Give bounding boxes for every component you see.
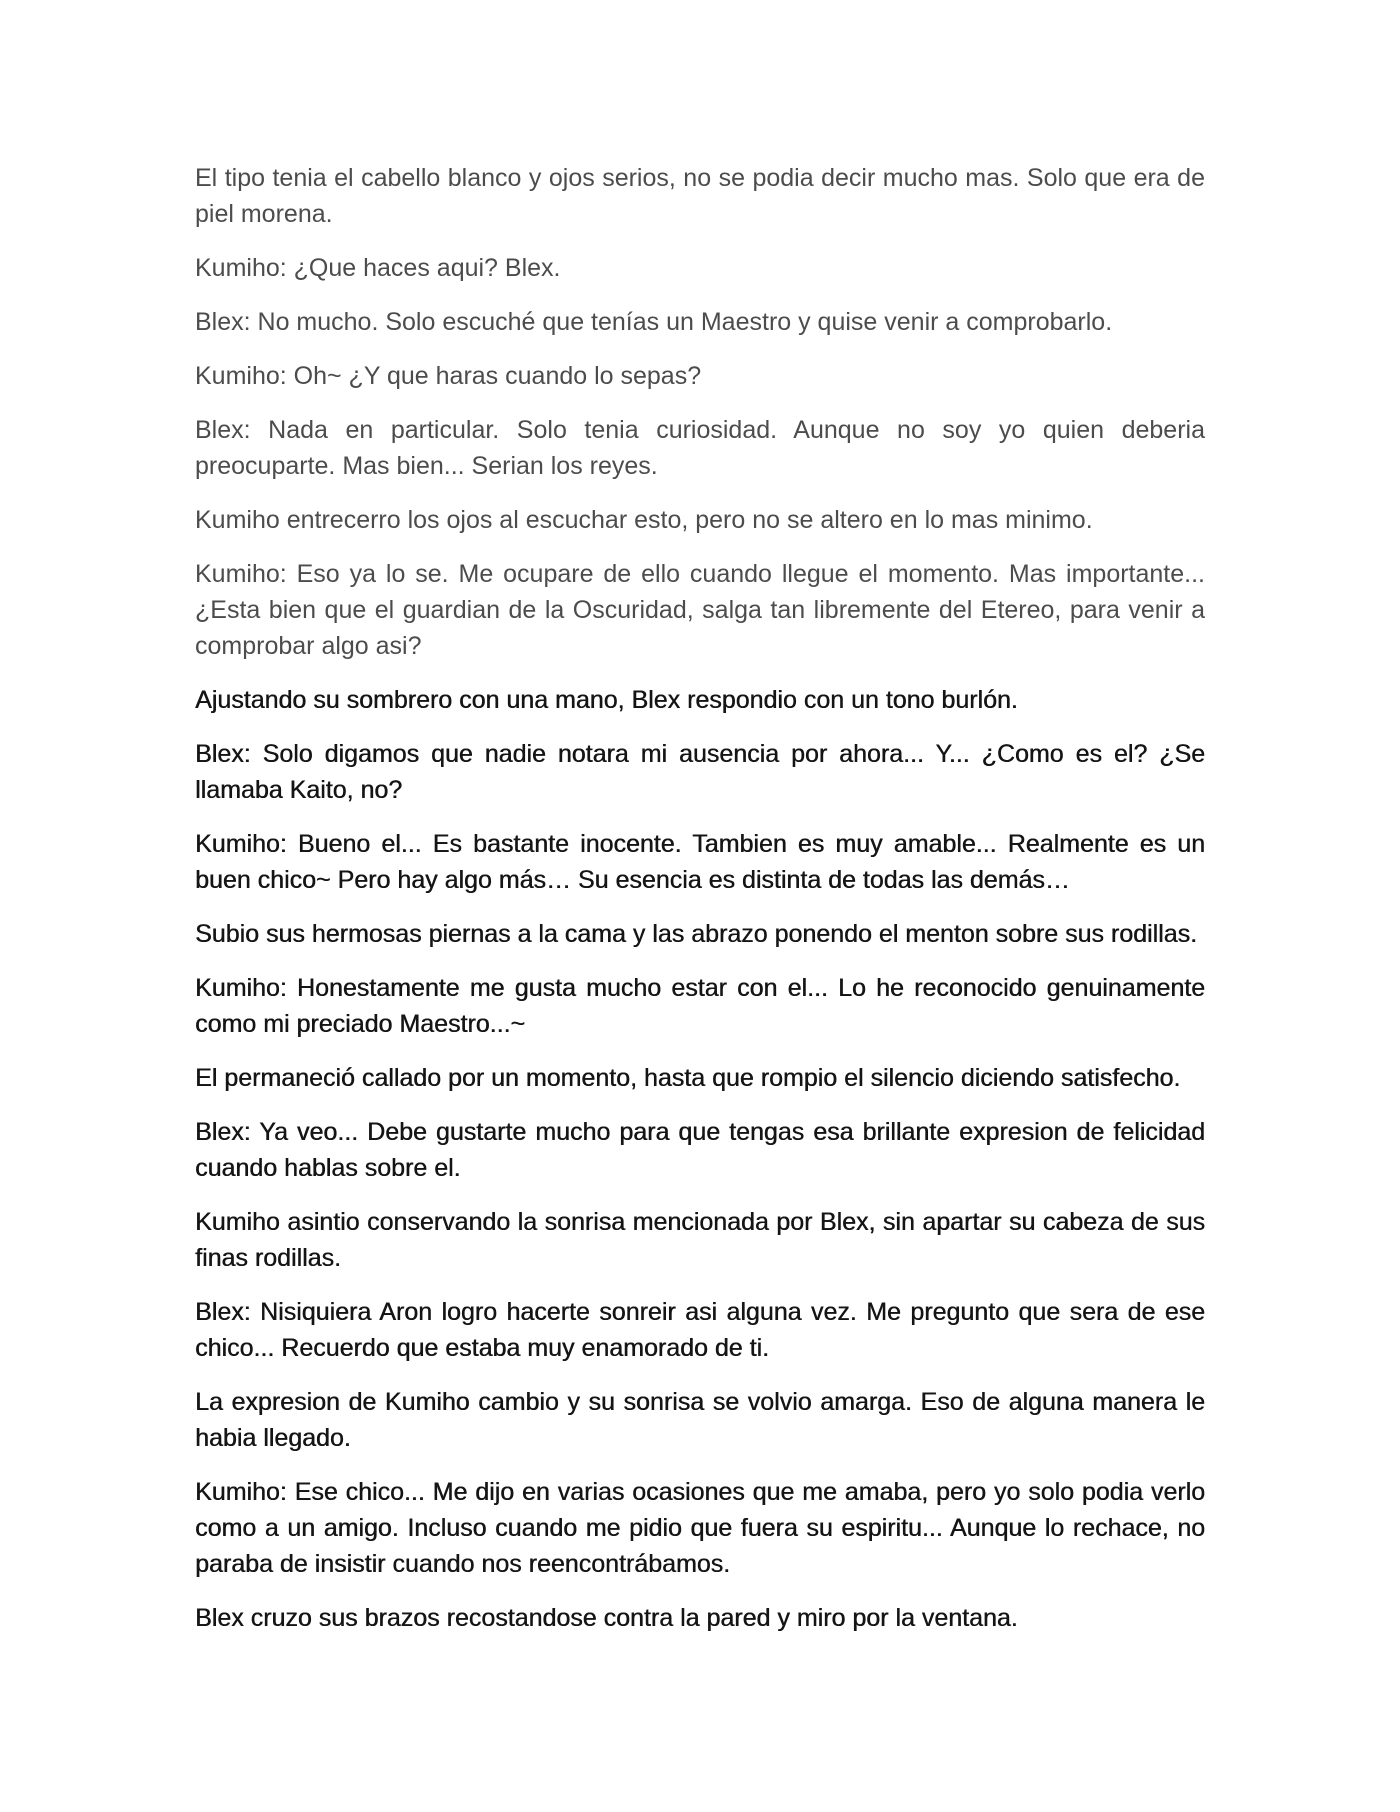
paragraph-dialogue: Blex: Nada en particular. Solo tenia curiosidad. Aunque no soy yo quien deberia preocuparte. Mas bien... Serian los reyes.: [195, 416, 1205, 480]
paragraph-narration: Ajustando su sombrero con una mano, Blex respondio con un tono burlón.: [195, 686, 1018, 714]
paragraph-narration: Kumiho asintio conservando la sonrisa mencionada por Blex, sin apartar su cabeza de sus finas rodillas.: [195, 1208, 1205, 1272]
paragraph-dialogue: Blex: Solo digamos que nadie notara mi ausencia por ahora... Y... ¿Como es el? ¿Se llamaba Kaito, no?: [195, 740, 1205, 804]
paragraph-dialogue: Blex: Ya veo... Debe gustarte mucho para que tengas esa brillante expresion de felicidad cuando hablas sobre el.: [195, 1118, 1205, 1182]
paragraph-narration: El tipo tenia el cabello blanco y ojos serios, no se podia decir mucho mas. Solo que era de piel morena.: [195, 164, 1205, 228]
paragraph-dialogue: Kumiho: Eso ya lo se. Me ocupare de ello cuando llegue el momento. Mas importante... ¿Esta bien que el guardian de la Oscuridad, salga tan libremente del Etereo, para venir a comprobar algo asi?: [195, 560, 1205, 660]
paragraph-narration: El permaneció callado por un momento, hasta que rompio el silencio diciendo satisfecho.: [195, 1064, 1181, 1092]
paragraph-narration: La expresion de Kumiho cambio y su sonrisa se volvio amarga. Eso de alguna manera le habia llegado.: [195, 1388, 1205, 1452]
paragraph-narration: Subio sus hermosas piernas a la cama y las abrazo ponendo el menton sobre sus rodillas.: [195, 920, 1197, 948]
paragraph-narration: Blex cruzo sus brazos recostandose contra la pared y miro por la ventana.: [195, 1604, 1018, 1632]
paragraph-dialogue: Blex: No mucho. Solo escuché que tenías un Maestro y quise venir a comprobarlo.: [195, 308, 1113, 336]
paragraph-dialogue: Kumiho: Ese chico... Me dijo en varias ocasiones que me amaba, pero yo solo podia verlo como a un amigo. Incluso cuando me pidio que fuera su espiritu... Aunque lo rechace, no paraba de insistir cuando nos reencontrábamos.: [195, 1478, 1205, 1578]
paragraph-dialogue: Kumiho: ¿Que haces aqui? Blex.: [195, 254, 561, 282]
paragraph-dialogue: Blex: Nisiquiera Aron logro hacerte sonreir asi alguna vez. Me pregunto que sera de ese chico... Recuerdo que estaba muy enamorado de ti.: [195, 1298, 1205, 1362]
paragraph-dialogue: Kumiho: Oh~ ¿Y que haras cuando lo sepas?: [195, 362, 702, 390]
paragraph-dialogue: Kumiho: Bueno el... Es bastante inocente. Tambien es muy amable... Realmente es un buen chico~ Pero hay algo más… Su esencia es distinta de todas las demás…: [195, 830, 1205, 894]
story-text-body: [195, 160, 1205, 1654]
paragraph-dialogue: Kumiho: Honestamente me gusta mucho estar con el... Lo he reconocido genuinamente como mi preciado Maestro...~: [195, 974, 1205, 1038]
paragraph-narration: Kumiho entrecerro los ojos al escuchar esto, pero no se altero en lo mas minimo.: [195, 506, 1093, 534]
